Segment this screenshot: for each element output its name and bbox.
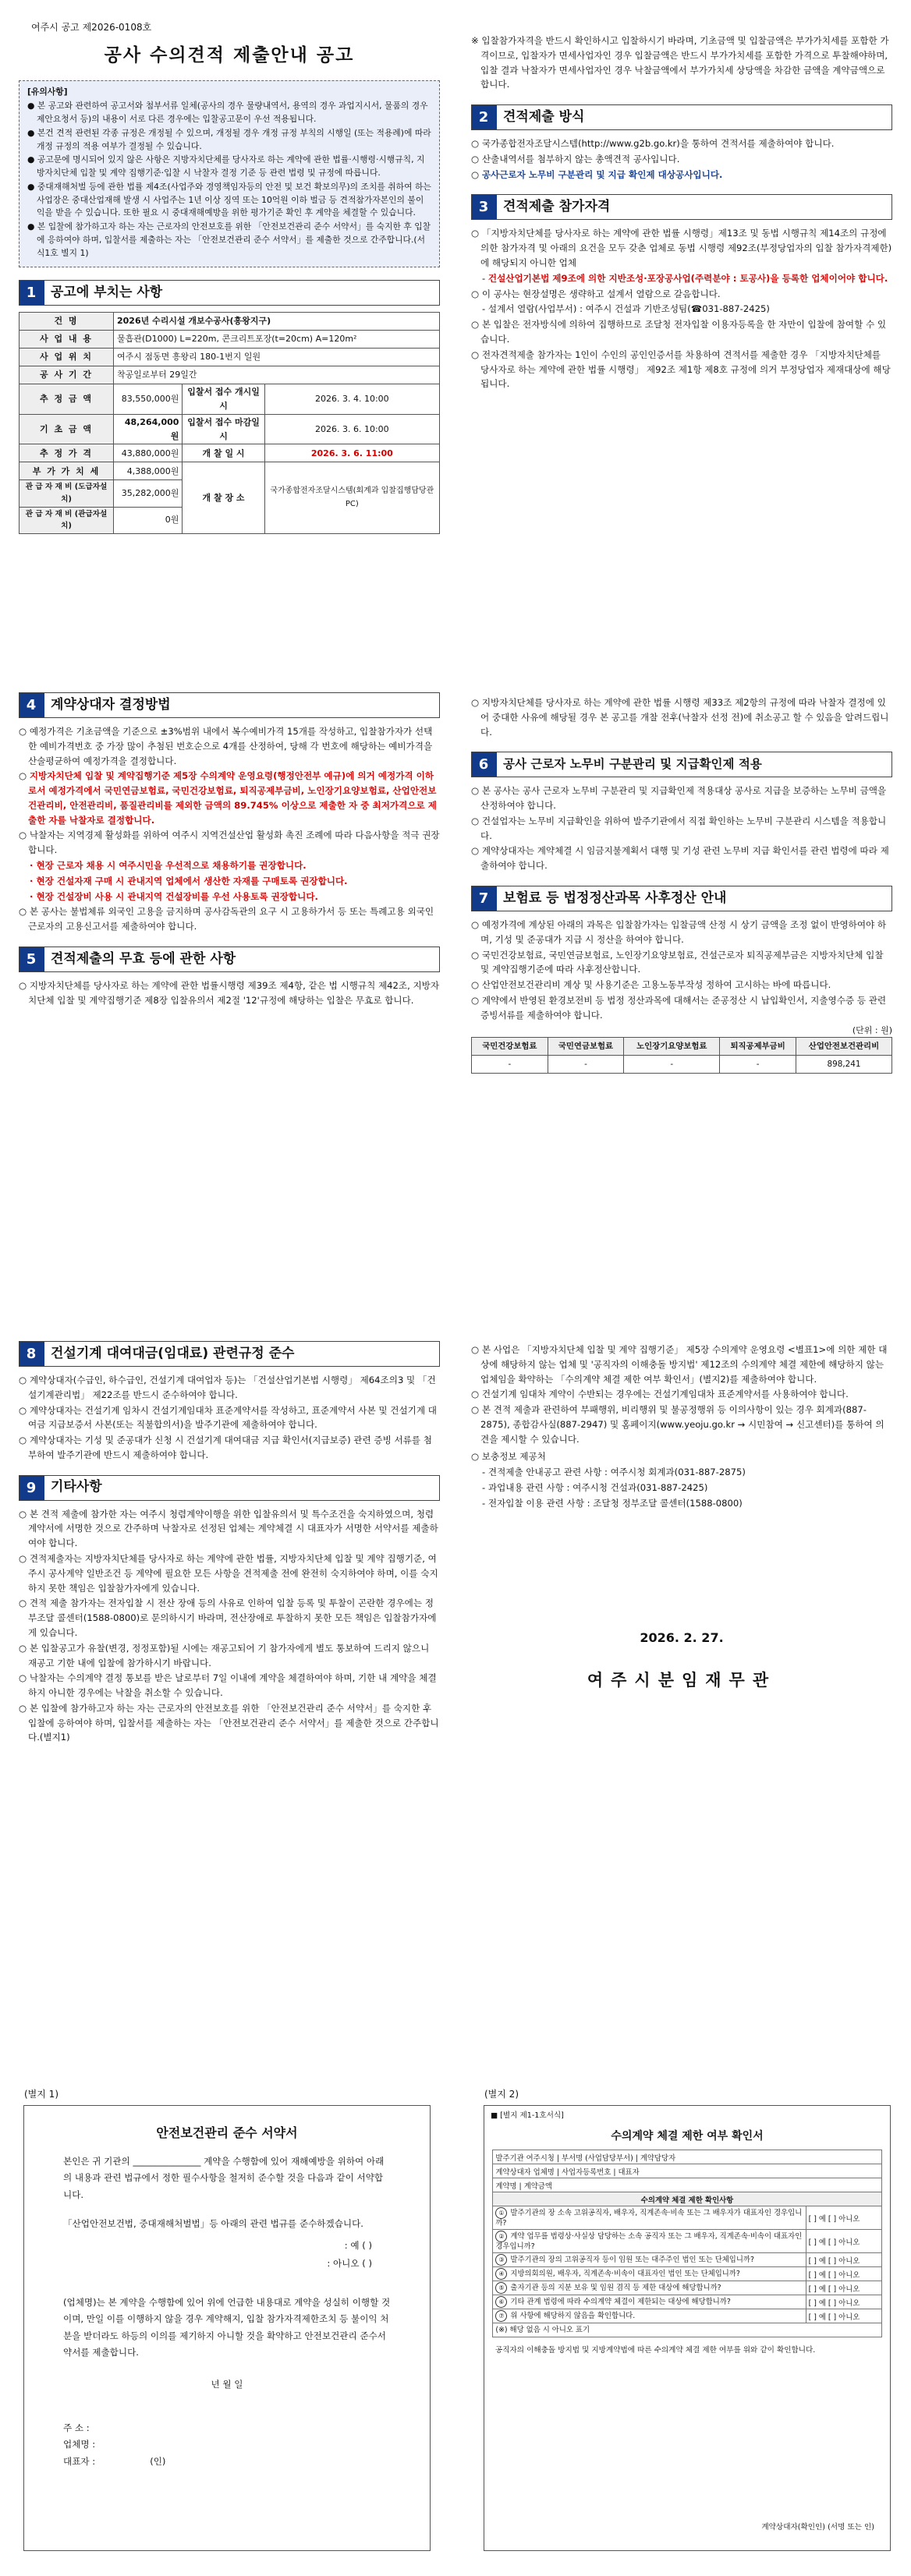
list-item: ○ 본 입찰공고가 유찰(변경, 정정포함)될 시에는 재공고되어 기 참가자에게 별도 통보하여 드리지 않으니 재공고 기한 내에 입찰에 참가하시기 바랍니다. [19, 1642, 430, 1668]
list-item: ○ 낙찰자는 수의계약 결정 통보를 받은 날로부터 7일 이내에 계약을 체결하여야 하며, 기한 내 계약을 체결하지 아니한 경우에는 낙찰을 취소할 수 있습니다. [19, 1672, 437, 1699]
yes-no-checkbox[interactable]: [ ] 예 [ ] 아니오 [806, 2230, 881, 2253]
notice-number: 여주시 공고 제2026-0108호 [31, 22, 152, 33]
list-item: ○ 지방자치단체를 당사자로 하는 계약에 관한 법률시행령 제39조 제4항, 같은 법 시행규칙 제42조, 지방자치단체 입찰 및 계약집행기준 제8장 입찰유의서 제2절 '12'규정에 해당하는 입찰은 무효로 합니다. [19, 979, 440, 1006]
section-header-5: 5 견적제출의 무효 등에 관한 사항 [19, 947, 440, 972]
table-row: 사 업 내 용 물흡관(D1000) L=220m, 콘크리트포장(t=20cm) A=120m² [19, 331, 440, 349]
table-row: 관 급 자 재 비 (도급자설치) 35,282,000원 [19, 480, 440, 507]
restriction-table [492, 2150, 881, 2337]
list-item: - 견적제출 안내공고 관련 사항 : 여주시청 회계과(031-887-2875) [482, 1467, 746, 1478]
yes-no-checkbox[interactable]: [ ] 예 [ ] 아니오 [806, 2309, 881, 2323]
form-footer: 공직자의 이해충돌 방지법 및 지방계약법에 따른 수의계약 체결 제한 여부를 위와 같이 확인합니다. [495, 2346, 816, 2355]
table-row: 추 정 금 액 83,550,000원 입찰서 접수 개시일시 2026. 3. 4. 10:00 [19, 384, 440, 415]
table-row: 계약명 | 계약금액 [493, 2178, 881, 2192]
list-item: ○ 예정가격에 계상된 아래의 과목은 입찰참가자는 입찰금액 산정 시 상기 금액을 조정 없이 반영하여야 하며, 기성 및 준공대가 지급 시 정산을 하여야 합니다. [471, 919, 887, 945]
list-item: ○ 견적 제출 참가자는 전자입찰 시 전산 장애 등의 사유로 인하여 입찰 등록 및 투찰이 곤란한 경우에는 정부조달 콜센터(1588-0800)로 문의하시기 바라며, 전산장애로 투찰하지 못한 모든 책임은 입찰참가자에게 있습니다. [19, 1598, 437, 1638]
form-title: 안전보건관리 준수 서약서 [156, 2125, 298, 2140]
table-row: 건 명 2026년 수리시설 개보수공사(흥왕지구) [19, 313, 440, 331]
caution-item: ● 본 공고와 관련하여 공고서와 첨부서류 일체(공사의 경우 물량내역서, 용역의 경우 과업지시서, 물품의 경우 제안요청서 등)의 내용이 서로 다른 경우에는 입찰공고문이 우선 적용됩니다. [27, 101, 428, 125]
form-title: 수의계약 체결 제한 여부 확인서 [611, 2130, 764, 2143]
yes-no-checkbox[interactable]: [ ] 예 [ ] 아니오 [806, 2295, 881, 2309]
contract-restriction-form [484, 2089, 891, 2551]
address-field[interactable]: 주 소 : [63, 2422, 90, 2433]
table-row: 사 업 위 치 여주시 점동면 흥왕리 180-1번지 일원 [19, 349, 440, 366]
table-row: 추 정 가 격 43,880,000원 개 찰 일 시 2026. 3. 6. 11:00 [19, 444, 440, 462]
list-item: ○ 공사근로자 노무비 구분관리 및 지급 확인제 대상공사입니다. [471, 168, 723, 180]
section-title: 공고에 부치는 사항 [43, 281, 439, 305]
pledge-intro: 본인은 귀 기관의 _______________ 계약을 수행함에 있어 재해예방을 위하여 아래의 내용과 관련 법규에서 정한 필수사항을 철저히 준수할 것을 다음과 같이 서약합니다. [63, 2156, 385, 2200]
notice-date: 2026. 2. 27. [640, 1629, 724, 1645]
unit-label: (단위 : 원) [852, 1024, 892, 1035]
section-header-1 [19, 280, 440, 306]
safety-pledge-form [23, 2089, 431, 2551]
table-row: - - - - 898,241 [472, 1056, 892, 1074]
list-item: · 현장 근로자 채용 시 여주시민을 우선적으로 채용하기를 권장합니다. [30, 860, 307, 872]
list-item: ○ 계약상대자는 기성 및 준공대가 신청 시 건설기계 대여대금 지급 확인서(지급보증) 관련 증빙 서류를 첨부하여 발주기관에 반드시 제출하여야 합니다. [19, 1435, 432, 1460]
table-row: 국민건강보험료 국민연금보험료 노인장기요양보험료 퇴직공제부금비 산업안전보건관리비 [472, 1038, 892, 1056]
section-header-7: 7 보험료 등 법정정산과목 사후정산 안내 [471, 886, 892, 911]
list-item: ○ 전자견적제출 참가자는 1인이 수인의 공인인증서를 차용하여 견적서를 제출한 경우 「지방자치단체를 당사자로 하는 계약에 관한 법률 시행령」 제92조 제1항 제8호 규정에 의거 부정당업자 제재대상에 해당됩니다. [471, 349, 891, 390]
representative-field[interactable]: 대표자 : (인) [63, 2455, 166, 2467]
table-row: ⑥ 기타 관계 법령에 따라 수의계약 체결이 제한되는 대상에 해당합니까? [ ] 예 [ ] 아니오 [493, 2295, 881, 2309]
list-item: ○ 예정가격은 기초금액을 기준으로 ±3%범위 내에서 복수예비가격 15개를 작성하고, 입찰참가자가 선택한 예비가격번호 중 가장 많이 추첨된 번호순으로 4개를 산정하여, 당해 각 번호에 해당하는 예비가격을 산술평균하여 예정가격을 결정합니다. [19, 726, 433, 766]
list-item: ○ 본 공사는 불법체류 외국인 고용을 금지하며 공사감독관의 요구 시 고용하가서 등 또는 특례고용 외국인근로자의 고용신고서를 제출하여야 합니다. [19, 906, 434, 932]
table-row: ③ 발주기관의 장의 고위공직자 등이 임원 또는 대주주인 법인 또는 단체입니까? [ ] 예 [ ] 아니오 [493, 2253, 881, 2267]
list-item: - 전자입찰 이용 관련 사항 : 조달청 정부조달 콜센터(1588-0800) [482, 1497, 743, 1509]
list-item: ○ 본 입찰에 참가하고자 하는 자는 근로자의 안전보호를 위한 「안전보건관리 준수 서약서」를 숙지한 후 입찰에 응하여야 하며, 입찰서를 제출하는 자는 「안전보건관리 준수 서약서」를 제출한 것으로 간주합니다.(별지1) [19, 1702, 439, 1743]
list-item: · 현장 건설장비 사용 시 관내지역 건설장비를 우선 사용토록 권장합니다. [30, 890, 318, 902]
caution-item: ● 본 입찰에 참가하고자 하는 자는 근로자의 안전보호를 위한 「안전보건관리 준수 서약서」를 숙지한 후 입찰에 응하여야 하며, 입찰서를 제출하는 자는 「안전보건관리 준수 서약서」를 제출한 것으로 간주합니다.(서식1호 별지 1) [27, 221, 431, 258]
table-row: ② 계약 업무를 법령상·사실상 담당하는 소속 공직자 또는 그 배우자, 직계존속·비속이 대표자인 경우입니까? [ ] 예 [ ] 아니오 [493, 2230, 881, 2253]
table-row: ⑤ 출자기관 등의 지분 보유 및 임원 겸직 등 제한 대상에 해당합니까? [ ] 예 [ ] 아니오 [493, 2281, 881, 2295]
list-item: ○ 견적제출자는 지방자치단체를 당사자로 하는 계약에 관한 법률, 지방자치단체 입찰 및 계약 집행기준, 여주시 공사계약 일반조건 등 계약에 필요한 모든 사항을 견적제출 전에 완전히 숙지하여야 하며, 이를 숙지하지 못한 책임은 입찰참가자에게 있습니다. [19, 1553, 438, 1594]
cancel-note: ○ 지방자치단체를 당사자로 하는 계약에 관한 법률 시행령 제33조 제2항의 규정에 따라 낙찰자 결정에 있어 중대한 사유에 해당될 경우 본 공고를 개찰 전후(낙찰자 선정 전)에 취소공고 할 수 있음을 알려드립니다. [471, 697, 889, 738]
list-item: ○ 산업안전보건관리비 계상 및 사용기준은 고용노동부작성 정하여 고시하는 바에 따릅니다. [471, 979, 831, 991]
project-info-table [19, 312, 440, 533]
pledge-closing: (업체명)는 본 계약을 수행함에 있어 위에 언급한 내용대로 계약을 성실히 이행할 것이며, 만일 이를 이행하지 않을 경우 계약해지, 입찰 참가자격제한조치 등 불이익 처분을 받더라도 하등의 이의를 제기하지 아니할 것을 확약하고 안전보건관리 준수서약서를 제출합니다. [63, 2296, 391, 2358]
list-item: - 과업내용 관련 사항 : 여주시청 건설과(031-887-2425) [482, 1482, 708, 1494]
list-item: ○ 지방자치단체 입찰 및 계약집행기준 제5장 수의계약 운영요령(행정안전부 예규)에 의거 예정가격 이하로서 예정가격에서 국민연금보험료, 국민건강보험료, 퇴직공제부금비, 노인장기요양보험료, 산업안전보건관리비, 안전관리비, 품질관리비를 제외한 금액의 89.745% 이상으로 제출한 자 중 최저가격으로 제출한 자를 낙찰자로 결정합니다. [19, 770, 437, 826]
list-item: ○ 낙찰자는 지역경제 활성화를 위하여 여주시 지역건설산업 활성화 촉진 조례에 따라 다음사항을 적극 권장합니다. [19, 830, 440, 856]
section-header-6: 6 공사 근로자 노무비 구분관리 및 지급확인제 적용 [471, 752, 892, 777]
page-2 [0, 686, 911, 1247]
checkbox-no[interactable]: : 아니오 ( ) [327, 2258, 372, 2270]
section-header-9: 9 기타사항 [19, 1475, 440, 1501]
form-subtag: ■ [별지 제1-1호서식] [491, 2111, 564, 2120]
list-item: ○ 국민건강보험료, 국민연금보험료, 노인장기요양보험료, 건설근로자 퇴직공제부금은 지방자치단체 입찰 및 계약집행기준에 따라 사후정산합니다. [471, 949, 884, 975]
vat-note: ※ 입찰참가자격을 반드시 확인하시고 입찰하시기 바라며, 기초금액 및 입찰금액은 부가가치세를 포함한 가격이므로, 입찰자가 면세사업자인 경우 입찰금액은 반드시 부가가치세를 포함한 가격으로 투찰해야하며, 입찰 결과 낙찰자가 면세사업자인 경우 낙찰금액에서 부가가치세 상당액을 차감한 금액을 계약금액으로 합니다. [471, 35, 889, 90]
list-item: ○ 산출내역서를 첨부하지 않는 총액견적 공사입니다. [471, 153, 680, 165]
list-item: ○ 본 공사는 공사 근로자 노무비 구분관리 및 지급확인제 적용대상 공사로 지급을 보증하는 노무비 금액을 산정하여야 합니다. [471, 785, 887, 812]
list-item: ○ 국가종합전자조달시스템(http://www.g2b.go.kr)을 통하여 견적서를 제출하여야 합니다. [471, 138, 835, 150]
table-row: ④ 지방의회의원, 배우자, 직계존속·비속이 대표자인 법인 또는 단체입니까? [ ] 예 [ ] 아니오 [493, 2267, 881, 2281]
table-row: 수의계약 체결 제한 확인사항 [493, 2192, 881, 2206]
caution-item: ● 공고문에 명시되어 있지 않은 사항은 지방자치단체를 당사자로 하는 계약에 관한 법률·시행령·시행규칙, 지방자치단체 입찰 및 계약 집행기준·입찰 시 낙찰자 결정 기준 등 관련 법령 및 규정에 따릅니다. [27, 154, 425, 179]
issuing-organization: 여주시분임재무관 [587, 1670, 777, 1690]
list-item: ○ 본 견적 제출에 참가한 자는 여주시 청렴계약이행을 위한 입찰유의서 및 특수조건을 숙지하였으며, 청렴계약서에 서명한 것으로 간주하며 낙찰자로 선정된 업체는 계약체결 시 대표자가 서명한 서약서를 제출하여야 합니다. [19, 1508, 438, 1549]
page-4 [0, 2089, 911, 2565]
form-tag: (별지 2) [484, 2089, 519, 2100]
page-1 [0, 0, 911, 608]
statutory-cost-table [471, 1037, 892, 1074]
pledge-date: 년 월 일 [211, 2379, 243, 2390]
inquiry-title: ○ 보충정보 제공처 [471, 1451, 546, 1463]
seal-mark: (인) [150, 2455, 166, 2467]
list-item: ○ 계약상대자(수급인, 하수급인, 건설기계 대여업자 등)는 「건설산업기본법 시행령」 제64조의3 및 「건설기계관리법」 제22조를 반드시 준수하여야 합니다. [19, 1375, 436, 1400]
table-row: 공 사 기 간 착공일로부터 29일간 [19, 366, 440, 384]
checkbox-yes[interactable]: : 예 ( ) [344, 2239, 372, 2251]
caution-item: ● 중대재해처벌 등에 관한 법률 제4조(사업주와 경영책임자등의 안전 및 보건 확보의무)의 조치를 취하여 하는 사업장은 중대산업재해 발생 시 사업주는 1년 이상 징역 또는 10억원 이하 벌금 등 견적참가자본인의 불이익을 받을 수 있습니다. 또한 필요 시 중대재해예방을 위한 평가기준 확인 후 계약을 체결할 수 있습니다. [27, 181, 431, 218]
page3-left-column [19, 1332, 440, 1746]
list-item: ○ 계약에서 반영된 환경보전비 등 법정 정산과목에 대해서는 준공정산 시 납입확인서, 지출영수증 등 관련 증빙서류를 제출하여야 합니다. [471, 994, 887, 1021]
yes-no-checkbox[interactable]: [ ] 예 [ ] 아니오 [806, 2281, 881, 2295]
yes-no-checkbox[interactable]: [ ] 예 [ ] 아니오 [806, 2206, 881, 2230]
table-row: 기 초 금 액 48,264,000원 입찰서 접수 마감일시 2026. 3. 6. 10:00 [19, 414, 440, 444]
list-item: ○ 본 사업은 「지방자치단체 입찰 및 계약 집행기준」 제5장 수의계약 운영요령 <별표1>에 의한 제한 대상에 해당하지 않는 업체 및 '공직자의 이해충돌 방지법' 제12조의 수의계약 체결 제한에 해당하지 않는 업체임을 확약하는 「수의계약 체결 제한 여부 확인서」(별지2)를 제출하여야 합니다. [471, 1344, 888, 1385]
list-item: ○ 계약상대자는 계약체결 시 임금지불계획서 대행 및 기성 관련 노무비 지급 확인서를 관련 법령에 따라 제출하여야 합니다. [471, 845, 889, 872]
list-item: ○ 본 입찰은 전자방식에 의하여 집행하므로 조달청 전자입찰 이용자등록을 한 자만이 입찰에 참여할 수 있습니다. [471, 319, 887, 345]
caution-item: ● 본건 견적 관련된 각종 규정은 개정될 수 있으며, 개정될 경우 개정 규정 부칙의 시행일 (또는 적용례)에 따라 개정 규정의 적용 여부가 결정될 수 있습니다. [27, 127, 431, 151]
notice-caution-box [19, 80, 440, 268]
list-item: ○ 계약상대자는 건설기계 임차시 건설기계임대차 표준계약서를 작성하고, 표준계약서 사본 및 건설기계 대여금 지급보증서 사본(또는 직불합의서)을 발주기관에 제출하여야 합니다. [19, 1404, 437, 1431]
section-number: 1 [19, 281, 43, 305]
page2-right-column [471, 686, 892, 1074]
list-item: ○ 건설기계 임대차 계약이 수반되는 경우에는 건설기계임대차 표준계약서를 사용하여야 합니다. [471, 1389, 849, 1400]
table-row: 관 급 자 재 비 (관급자설치) 0원 [19, 507, 440, 533]
page3-right-column [471, 1332, 892, 1693]
table-row: ⑦ 위 사항에 해당하지 않음을 확인합니다. [ ] 예 [ ] 아니오 [493, 2309, 881, 2323]
table-row: 부 가 가 치 세 4,388,000원 개 찰 장 소 국가종합전자조달시스템(회계과 입찰집행담당관 PC) [19, 462, 440, 480]
list-item: - 건설산업기본법 제9조에 의한 지반조성·포장공사업(주력분야 : 토공사)을 등록한 업체이어야 합니다. [482, 272, 888, 284]
table-row: 발주기관 여주시청 | 부서명 (사업담당부서) | 계약담당자 [493, 2150, 881, 2164]
yes-no-checkbox[interactable]: [ ] 예 [ ] 아니오 [806, 2253, 881, 2267]
yes-no-checkbox[interactable]: [ ] 예 [ ] 아니오 [806, 2267, 881, 2281]
pledge-quote: 「산업안전보건법, 중대재해처벌법」등 아래의 관련 법규를 준수하겠습니다. [63, 2218, 363, 2230]
caution-label: [유의사항] [27, 86, 68, 97]
section-header-4: 4 계약상대자 결정방법 [19, 692, 440, 718]
list-item: ○ 이 공사는 현장설명은 생략하고 설계서 열람으로 갈음합니다. [471, 288, 721, 299]
table-row: (※) 해당 없음 시 아니오 표기 [493, 2323, 881, 2337]
page-3 [0, 1332, 911, 1909]
page1-right-column [471, 33, 892, 392]
section-header-2: 2 견적제출 방식 [471, 104, 892, 130]
list-item: ○ 건설업자는 노무비 지급확인을 위하여 발주기관에서 직접 확인하는 노무비 구분관리 시스템을 적용합니다. [471, 815, 887, 841]
page1-left-column [19, 0, 440, 534]
section-header-8: 8 건설기계 대여대금(임대료) 관련규정 준수 [19, 1341, 440, 1367]
list-item: - 설계서 열람(사업부서) : 여주시 건설과 기반조성팀(☎031-887-2425) [482, 303, 770, 315]
document-title: 공사 수의견적 제출안내 공고 [104, 45, 355, 66]
form-tag: (별지 1) [24, 2089, 58, 2100]
section-header-3: 3 견적제출 참가자격 [471, 194, 892, 220]
list-item: ○ 「지방자치단체를 당사자로 하는 계약에 관한 법률 시행령」제13조 및 동법 시행규칙 제14조의 규정에 의한 참가자격 및 아래의 요건을 모두 갖춘 업체로 동법 시행령 제92조(부정당업자의 입찰 참가자격제한)에 해당되지 아니한 업체 [471, 228, 892, 269]
list-item: ○ 본 견적 제출과 관련하여 부패행위, 비리행위 및 불공정행위 등 이의사항이 있는 경우 회계과(887-2875), 종합감사실(887-2947) 및 홈페이지(www.yeoju.go.kr → 시민참여 → 신고센터)를 통하여 의견을 제시할 수 있습니다. [471, 1404, 884, 1445]
table-row: 계약상대자 업체명 | 사업자등록번호 | 대표자 [493, 2164, 881, 2178]
company-field[interactable]: 업체명 : [63, 2439, 96, 2450]
table-row: ① 발주기관의 장 소속 고위공직자, 배우자, 직계존속·비속 또는 그 배우자가 대표자인 경우입니까? [ ] 예 [ ] 아니오 [493, 2206, 881, 2230]
signature-line[interactable]: 계약상대자(확인인) (서명 또는 인) [761, 2523, 874, 2532]
list-item: · 현장 건설자재 구매 시 관내지역 업체에서 생산한 자재를 구매토록 권장합니다. [30, 875, 348, 886]
page2-left-column [19, 686, 440, 1009]
